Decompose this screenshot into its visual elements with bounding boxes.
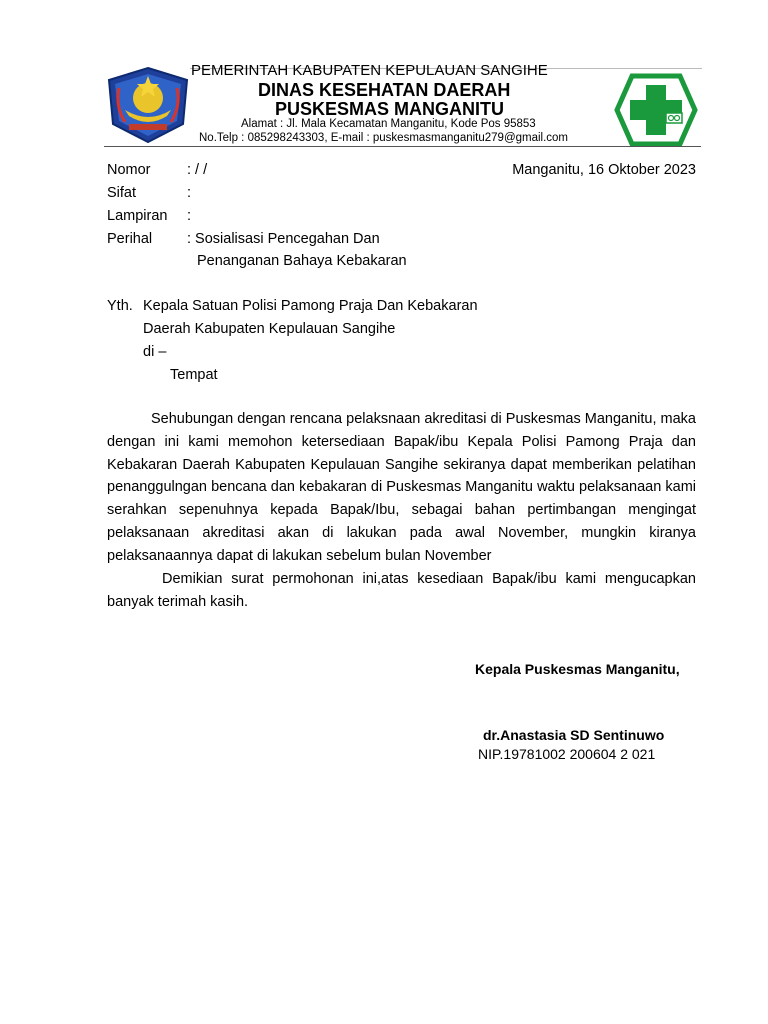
recipient-yth: Yth. bbox=[107, 298, 133, 314]
nomor-value: : / / bbox=[187, 162, 208, 178]
recipient-line2: Daerah Kabupaten Kepulauan Sangihe bbox=[143, 321, 396, 337]
regency-emblem-icon bbox=[105, 66, 191, 144]
recipient-tempat: Tempat bbox=[170, 367, 218, 383]
lampiran-value: : bbox=[187, 208, 192, 224]
header-agency: DINAS KESEHATAN DAERAH bbox=[258, 80, 511, 100]
nomor-label: Nomor bbox=[107, 162, 151, 178]
lampiran-label: Lampiran bbox=[107, 208, 168, 224]
recipient-di: di – bbox=[143, 344, 167, 360]
sifat-label: Sifat bbox=[107, 185, 137, 201]
recipient-line1: Kepala Satuan Polisi Pamong Praja Dan Kebakaran bbox=[143, 298, 478, 314]
body-paragraph-1: Sehubungan dengan rencana pelaksnaan akreditasi di Puskesmas Manganitu, maka dengan ini kami memohon ketersediaan Bapak/ibu Kepala Polisi Pamong Praja dan Kebakaran Daerah Kabupaten Kepulauan Sangihe sekiranya dapat memberikan pelatihan penanggulngan bencana dan kebakaran di Puskesmas Manganitu waktu pelaksanaan kami serahkan sepenuhnya kepada Bapak/Ibu, sebagai bahan pertimbangan mengingat pelaksanaan akreditasi akan di lakukan pada awal November, mungkin kiranya pelaksanaannya dapat di lakukan sebelum bulan November bbox=[107, 411, 696, 564]
place-date: Manganitu, 16 Oktober 2023 bbox=[512, 162, 696, 178]
signature-nip: NIP.19781002 200604 2 021 bbox=[478, 746, 656, 762]
perihal-value: : Sosialisasi Pencegahan Dan bbox=[187, 231, 380, 247]
sifat-value: : bbox=[187, 185, 192, 201]
perihal-value-continued: Penanganan Bahaya Kebakaran bbox=[197, 253, 407, 269]
header-address: Alamat : Jl. Mala Kecamatan Manganitu, Kode Pos 95853 bbox=[241, 118, 536, 130]
header-contact: No.Telp : 085298243303, E-mail : puskesmasmanganitu279@gmail.com bbox=[199, 132, 569, 144]
perihal-label: Perihal bbox=[107, 231, 153, 247]
signature-title: Kepala Puskesmas Manganitu, bbox=[475, 661, 680, 677]
body-paragraph-2: Demikian surat permohonan ini,atas kesediaan Bapak/ibu kami mengucapkan banyak terimah kasih. bbox=[107, 571, 696, 610]
signature-name: dr.Anastasia SD Sentinuwo bbox=[483, 727, 665, 743]
header-government: PEMERINTAH KABUPATEN KEPULAUAN SANGIHE bbox=[191, 62, 548, 79]
header-divider bbox=[104, 146, 701, 147]
header-facility: PUSKESMAS MANGANITU bbox=[275, 99, 505, 119]
puskesmas-cross-icon bbox=[614, 73, 698, 147]
